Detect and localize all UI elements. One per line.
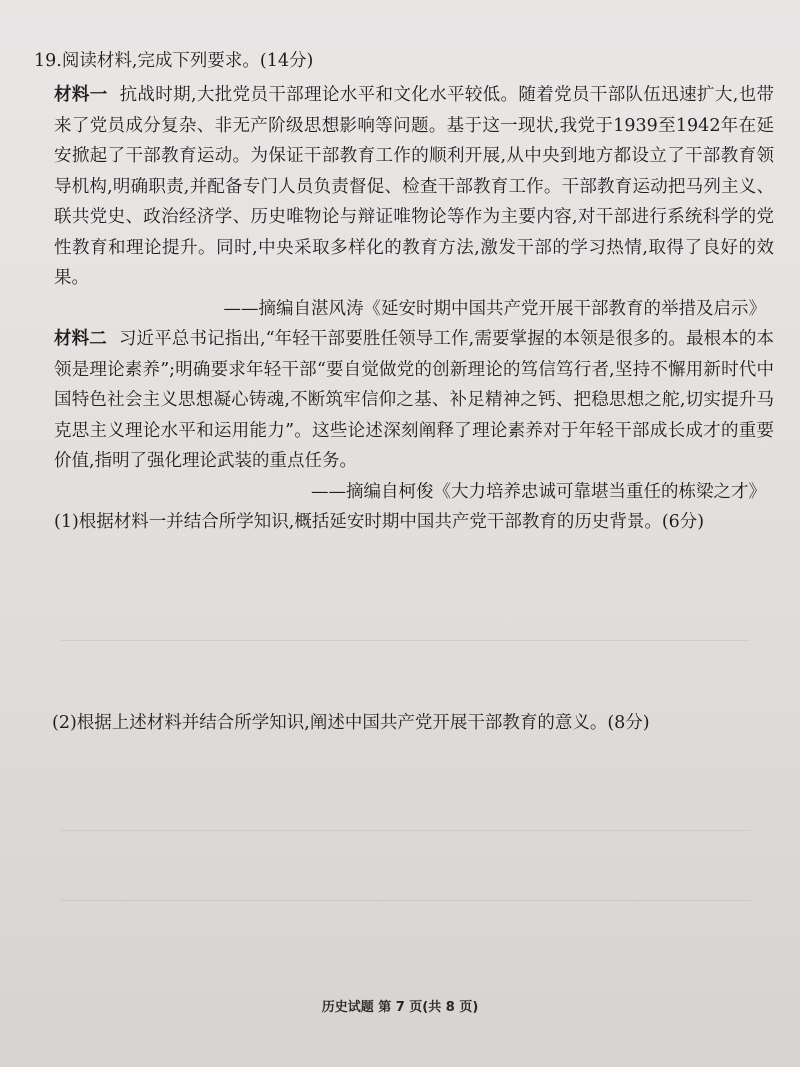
material-1-label: 材料一 <box>54 85 108 105</box>
sub-question-2: (2)根据上述材料并结合所学知识,阐述中国共产党开展干部教育的意义。(8分) <box>52 713 650 733</box>
question-block <box>34 48 774 538</box>
material-2-source: ——摘编自柯俊《大力培养忠诚可靠堪当重任的栋梁之才》 <box>311 481 766 502</box>
page-footer: 历史试题 第 7 页(共 8 页) <box>321 1000 479 1015</box>
material-2 <box>34 324 774 477</box>
question-title: 19.阅读材料,完成下列要求。(14分) <box>34 51 314 71</box>
bleed-through-line <box>60 830 750 831</box>
material-1-text: 抗战时期,大批党员干部理论水平和文化水平较低。随着党员干部队伍迅速扩大,也带来了党员成分复杂、非无产阶级思想影响等问题。基于这一现状,我党于1939至1942年在延安掀起了干部教育运动。为保证干部教育工作的顺利开展,从中央到地方都设立了干部教育领导机构,明确职责,并配备专门人员负责督促、检查干部教育工作。干部教育运动把马列主义、联共党史、政治经济学、历史唯物论与辩证唯物论等作为主要内容,对干部进行系统科学的党性教育和理论提升。同时,中央采取多样化的教育方法,激发干部的学习热情,取得了良好的效果。 <box>54 85 774 288</box>
material-2-label: 材料二 <box>54 329 107 349</box>
sub-question-1: (1)根据材料一并结合所学知识,概括延安时期中国共产党干部教育的历史背景。(6分) <box>54 512 705 532</box>
material-1 <box>34 80 774 294</box>
material-1-source: ——摘编自湛风涛《延安时期中国共产党开展干部教育的举措及启示》 <box>223 298 766 319</box>
bleed-through-line <box>60 900 750 901</box>
bleed-through-line <box>60 640 750 641</box>
material-2-text: 习近平总书记指出,“年轻干部要胜任领导工作,需要掌握的本领是很多的。最根本的本领是理论素养”;明确要求年轻干部“要自觉做党的创新理论的笃信笃行者,坚持不懈用新时代中国特色社会主义思想凝心铸魂,不断筑牢信仰之基、补足精神之钙、把稳思想之舵,切实提升马克思主义理论水平和运用能力”。这些论述深刻阐释了理论素养对于年轻干部成长成才的重要价值,指明了强化理论武装的重点任务。 <box>54 329 775 471</box>
